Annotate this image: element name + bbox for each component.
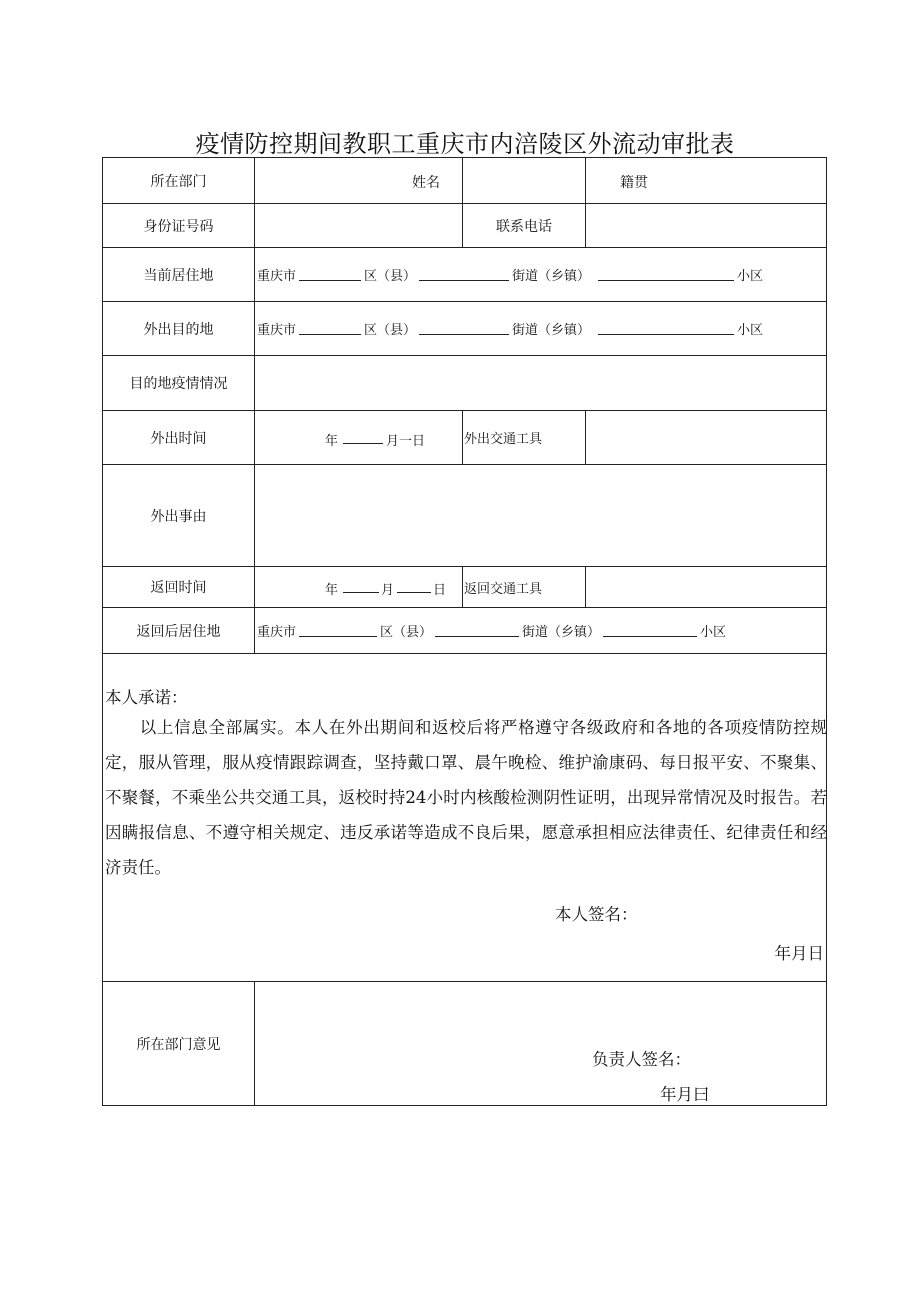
out-year-text: 年 xyxy=(325,434,339,449)
district-text: 区（县） xyxy=(380,625,433,640)
return-day-text: 日 xyxy=(433,583,447,598)
street-text: 街道（乡镇） xyxy=(512,269,591,284)
page-title: 疫情防控期间教职工重庆市内涪陵区外流动审批表 xyxy=(195,130,735,158)
pledge-body-wrap xyxy=(105,710,827,885)
out-time-label: 外出时间 xyxy=(102,410,255,465)
district-text: 区（县） xyxy=(364,323,417,338)
pledge-date: 年月日 xyxy=(774,944,824,963)
return-month-text: 月 xyxy=(381,583,395,598)
approval-form xyxy=(102,157,827,1106)
name-field[interactable] xyxy=(462,157,586,204)
community-blank[interactable] xyxy=(598,268,734,281)
street-blank[interactable] xyxy=(419,322,509,335)
district-blank[interactable] xyxy=(299,322,361,335)
return-transport-field[interactable] xyxy=(585,566,827,608)
reason-label: 外出事由 xyxy=(102,464,255,567)
dept-opinion-label: 所在部门意见 xyxy=(102,981,255,1106)
street-text: 街道（乡镇） xyxy=(522,625,601,640)
dept-opinion-field[interactable] xyxy=(254,981,827,1106)
id-number-label: 身份证号码 xyxy=(102,203,255,248)
return-year-text: 年 xyxy=(325,583,339,598)
out-transport-field[interactable] xyxy=(585,410,827,465)
pledge-body: 以上信息全部属实。本人在外出期间和返校后将严格遵守各级政府和各地的各项疫情防控规定，服从管理，服从疫情跟踪调查，坚持戴口罩、晨午晚检、维护渝康码、每日报平安、不聚集、不聚餐，不乘坐公共交通工具，返校时持24小时内核酸检测阴性证明，出现异常情况及时报告。若因瞒报信息、不遵守相关规定、违反承诺等造成不良后果，愿意承担相应法律责任、纪律责任和经济责任。 xyxy=(105,718,827,877)
district-text: 区（县） xyxy=(364,269,417,284)
district-blank[interactable] xyxy=(299,624,377,637)
out-time-field[interactable] xyxy=(254,410,463,465)
out-month-day-text: 月一日 xyxy=(386,434,426,449)
pledge-heading: 本人承诺： xyxy=(105,688,188,707)
destination-field[interactable] xyxy=(254,301,827,356)
community-blank[interactable] xyxy=(603,624,697,637)
destination-epidemic-label: 目的地疫情情况 xyxy=(102,355,255,411)
current-residence-label: 当前居住地 xyxy=(102,247,255,302)
district-blank[interactable] xyxy=(299,268,361,281)
return-residence-field[interactable] xyxy=(254,607,827,654)
city-text: 重庆市 xyxy=(257,269,297,284)
street-text: 街道（乡镇） xyxy=(512,323,591,338)
native-place-label: 籍贯 xyxy=(620,175,648,191)
name-label: 姓名 xyxy=(412,175,440,191)
department-label: 所在部门 xyxy=(102,157,255,204)
return-time-field[interactable] xyxy=(254,566,463,608)
id-number-field[interactable] xyxy=(254,203,463,248)
return-transport-label: 返回交通工具 xyxy=(462,566,586,608)
pledge-section xyxy=(102,653,827,982)
destination-label: 外出目的地 xyxy=(102,301,255,356)
dept-signature-label: 负责人签名： xyxy=(592,1050,691,1069)
return-month-blank[interactable] xyxy=(343,579,379,593)
current-residence-field[interactable] xyxy=(254,247,827,302)
community-text: 小区 xyxy=(737,269,764,284)
destination-epidemic-field[interactable] xyxy=(254,355,827,411)
native-field[interactable] xyxy=(585,157,827,204)
phone-field[interactable] xyxy=(585,203,827,248)
phone-label: 联系电话 xyxy=(462,203,586,248)
community-text: 小区 xyxy=(737,323,764,338)
out-transport-label: 外出交通工具 xyxy=(462,410,586,465)
city-text: 重庆市 xyxy=(257,625,297,640)
city-text: 重庆市 xyxy=(257,323,297,338)
return-day-blank[interactable] xyxy=(397,579,431,593)
department-field[interactable] xyxy=(254,157,463,204)
community-blank[interactable] xyxy=(598,322,734,335)
street-blank[interactable] xyxy=(419,268,509,281)
out-month-blank[interactable] xyxy=(343,430,383,444)
street-blank[interactable] xyxy=(435,624,519,637)
pledge-signature-label: 本人签名： xyxy=(555,905,638,924)
community-text: 小区 xyxy=(700,625,727,640)
dept-date: 年月曰 xyxy=(660,1085,710,1104)
reason-field[interactable] xyxy=(254,464,827,567)
return-residence-label: 返回后居住地 xyxy=(102,607,255,654)
return-time-label: 返回时间 xyxy=(102,566,255,608)
